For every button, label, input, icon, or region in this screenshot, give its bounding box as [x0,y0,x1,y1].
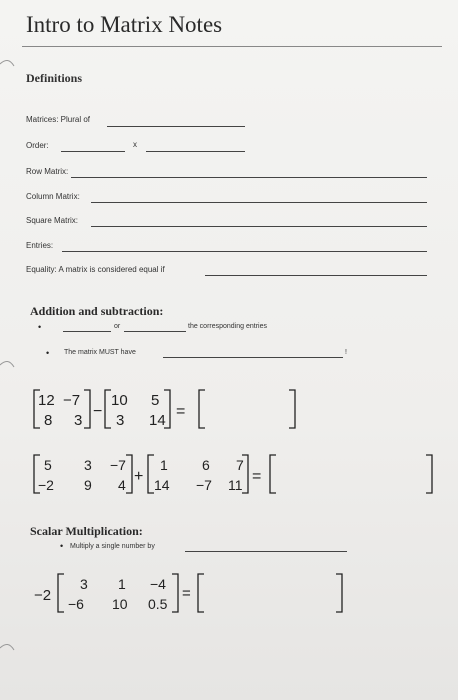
bracket [84,390,90,428]
answer-bracket-right [336,574,342,612]
operator: + [134,468,144,485]
def-order-label: Order: [26,141,49,150]
def-matrices-label: Matrices: Plural of [26,115,91,124]
matrix-entry: 1 [118,576,126,592]
eq-scalar [34,574,342,612]
answer-bracket-left [199,390,205,428]
matrix-entry: 11 [228,477,243,493]
scalar-text: Multiply a single number by [70,543,155,550]
matrix-entry: 1 [160,457,168,473]
def-equality-label: Equality: A matrix is considered equal if [26,265,165,274]
matrix-entry: 10 [112,596,128,612]
matrix-entry: 14 [154,477,170,493]
def-column-label: Column Matrix: [26,192,80,201]
add-or: or [114,323,121,330]
add-corresponding-text: the corresponding entries [188,323,267,330]
matrix-entry: 9 [84,477,92,493]
def-order-x: x [133,140,137,149]
matrix-entry: −6 [68,596,84,612]
matrix-entry: 0.5 [148,596,168,612]
eq2 [34,455,432,493]
answer-bracket-right [426,455,432,493]
bullet-dot: • [38,322,42,332]
bracket [126,455,132,493]
answer-bracket-right [289,390,295,428]
matrix-entry: 6 [202,457,210,473]
matrix-entry: −4 [150,576,166,592]
bullet-dot: • [46,348,50,358]
matrix-entry: 5 [44,457,52,473]
matrix-entry: 7 [236,457,244,473]
scalar-heading: Scalar Multiplication: [30,524,143,538]
answer-bracket-left [270,455,276,493]
matrix-entry: −7 [196,477,212,493]
matrix-entry: 14 [149,412,166,429]
bracket [172,574,178,612]
addition-heading: Addition and subtraction: [30,304,164,318]
equals: = [182,585,191,602]
binder-ring-mark [0,60,14,66]
matrix-entry: 12 [38,392,55,409]
answer-bracket-left [198,574,204,612]
matrix-entry: 3 [116,412,125,429]
binder-ring-mark [0,644,14,650]
eq1 [34,390,295,429]
matrix-entry: 4 [118,477,126,493]
def-entries-label: Entries: [26,241,54,250]
def-square-label: Square Matrix: [26,216,79,225]
must-have-text: The matrix MUST have [64,349,136,356]
operator: − [93,403,103,420]
matrix-entry: −7 [110,457,126,473]
must-have-end: ! [345,349,347,356]
equals: = [252,468,262,485]
matrix-entry: −2 [38,477,54,493]
page-title: Intro to Matrix Notes [26,12,223,37]
matrix-entry: −7 [63,392,81,409]
definitions-heading: Definitions [26,71,83,85]
equals: = [176,403,186,420]
matrix-entry: 3 [84,457,92,473]
matrix-entry: 8 [44,412,53,429]
bracket [58,574,64,612]
matrix-entry: 3 [80,576,88,592]
bullet-dot: • [60,541,64,551]
scalar-factor: −2 [34,587,52,604]
binder-ring-mark [0,361,14,367]
matrix-entry: 5 [151,392,160,409]
def-row-label: Row Matrix: [26,167,69,176]
matrix-entry: 10 [111,392,128,409]
matrix-entry: 3 [74,412,83,429]
